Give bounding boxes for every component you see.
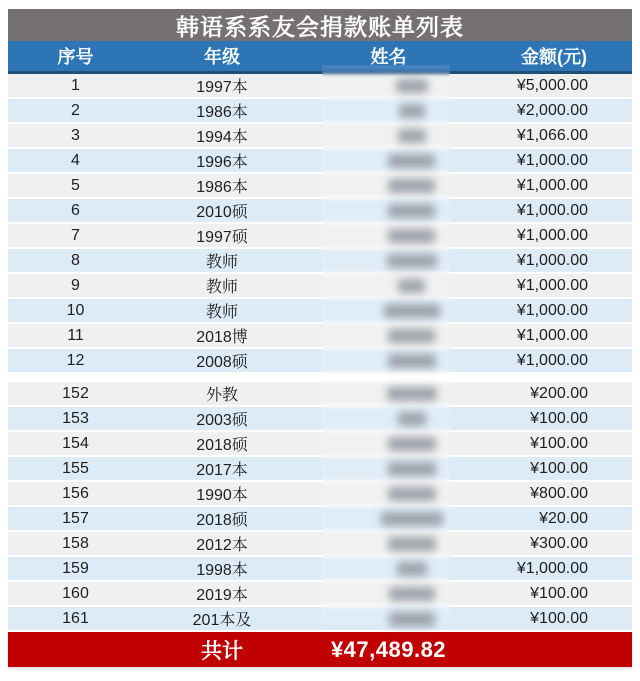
cell-amount: ¥20.00: [539, 509, 588, 527]
redacted-name-blur: [397, 562, 427, 576]
redacted-name-blur: [398, 412, 426, 426]
redacted-name-blur: [388, 354, 436, 368]
redacted-name-blur: [388, 154, 435, 168]
redacted-name-blur: [389, 612, 435, 626]
col-header-grade: 年级: [204, 47, 240, 67]
cell-name-redacted: [301, 99, 476, 122]
table-row: [8, 457, 632, 482]
cell-name-redacted: [301, 607, 476, 630]
cell-index: 10: [66, 301, 85, 319]
redacted-name-blur: [388, 179, 435, 193]
table-row: [8, 607, 632, 632]
cell-index: 5: [71, 176, 80, 194]
table-row: [8, 432, 632, 457]
cell-grade: 1996本: [196, 154, 248, 171]
cell-grade: 教师: [205, 254, 238, 271]
cell-name-redacted: [301, 382, 476, 405]
cell-index: 8: [71, 251, 80, 269]
table-row: [8, 224, 632, 249]
cell-grade: 1998本: [196, 562, 248, 579]
redacted-name-blur: [388, 229, 435, 243]
total-label: 共计: [201, 639, 243, 663]
donation-table: [8, 9, 632, 667]
cell-amount: ¥800.00: [530, 484, 588, 502]
cell-amount: ¥100.00: [530, 434, 588, 452]
cell-name-redacted: [301, 507, 476, 530]
cell-grade: 2017本: [196, 462, 248, 479]
table-row: [8, 532, 632, 557]
cell-amount: ¥1,000.00: [516, 326, 588, 344]
table-row: [8, 149, 632, 174]
cell-index: 12: [66, 351, 85, 369]
cell-grade: 2012本: [196, 537, 248, 554]
cell-grade: 教师: [205, 279, 238, 296]
cell-grade: 2018硕: [196, 437, 248, 454]
cell-grade: 1986本: [196, 104, 248, 121]
redacted-name-blur: [398, 279, 425, 293]
table-title: 韩语系系友会捐款账单列表: [8, 9, 632, 41]
cell-name-redacted: [301, 557, 476, 580]
total-amount: ¥47,489.82: [330, 636, 447, 662]
cell-name-redacted: [301, 74, 476, 97]
cell-grade: 外教: [205, 387, 238, 404]
cell-index: 157: [62, 509, 89, 527]
table-row: [8, 74, 632, 99]
cell-name-redacted: [301, 324, 476, 347]
table-row: [8, 582, 632, 607]
cell-name-redacted: [301, 582, 476, 605]
cell-index: 9: [71, 276, 80, 294]
cell-name-redacted: [301, 224, 476, 247]
table-row: [8, 249, 632, 274]
redacted-name-blur: [399, 104, 425, 118]
table-row: [8, 199, 632, 224]
cell-amount: ¥1,000.00: [516, 251, 588, 269]
cell-name-redacted: [301, 249, 476, 272]
cell-index: 4: [71, 151, 80, 169]
redacted-name-blur: [398, 129, 426, 143]
redacted-name-blur: [388, 487, 436, 501]
cell-grade: 201本及: [192, 612, 252, 629]
cell-index: 159: [62, 559, 89, 577]
table-row: [8, 349, 632, 374]
table-row: [8, 407, 632, 432]
cell-index: 154: [62, 434, 89, 452]
cell-amount: ¥2,000.00: [516, 101, 588, 119]
cell-grade: 2019本: [196, 587, 248, 604]
table-section-top: [8, 74, 632, 374]
cell-index: 160: [62, 584, 89, 602]
cell-name-redacted: [301, 482, 476, 505]
cell-name-redacted: [301, 174, 476, 197]
redacted-name-blur: [388, 329, 435, 343]
col-header-name: 姓名: [370, 47, 407, 67]
col-header-amount: 金额(元): [521, 47, 587, 67]
cell-index: 158: [62, 534, 89, 552]
redacted-name-blur: [387, 254, 437, 268]
cell-name-redacted: [301, 457, 476, 480]
cell-index: 153: [62, 409, 89, 427]
table-row: [8, 174, 632, 199]
cell-name-redacted: [301, 149, 476, 172]
hidden-rows-gap: [8, 374, 632, 382]
cell-grade: 2010硕: [196, 204, 248, 221]
redacted-name-blur: [381, 512, 443, 526]
table-row: [8, 124, 632, 149]
cell-name-redacted: [301, 432, 476, 455]
cell-grade: 2008硕: [196, 354, 248, 371]
cell-amount: ¥1,000.00: [516, 301, 588, 319]
cell-grade: 1997硕: [196, 229, 248, 246]
cell-name-redacted: [301, 532, 476, 555]
cell-name-redacted: [301, 349, 476, 372]
cell-amount: ¥1,066.00: [516, 126, 588, 144]
col-header-index: 序号: [57, 47, 94, 67]
cell-amount: ¥200.00: [530, 384, 588, 402]
cell-index: 11: [67, 326, 84, 344]
cell-amount: ¥1,000.00: [516, 226, 588, 244]
table-row: [8, 99, 632, 124]
cell-index: 155: [62, 459, 89, 477]
redacted-name-blur: [388, 437, 436, 451]
table-row: [8, 507, 632, 532]
total-row: [8, 632, 632, 667]
cell-grade: 1990本: [196, 487, 248, 504]
table-section-bottom: [8, 382, 632, 632]
cell-grade: 2018硕: [196, 512, 248, 529]
cell-amount: ¥1,000.00: [516, 151, 588, 169]
cell-index: 2: [71, 101, 80, 119]
table-row: [8, 482, 632, 507]
redacted-name-blur: [396, 79, 428, 93]
cell-amount: ¥100.00: [530, 459, 588, 477]
table-row: [8, 557, 632, 582]
table-row: [8, 299, 632, 324]
redacted-name-blur: [388, 204, 435, 218]
cell-grade: 2003硕: [196, 412, 248, 429]
cell-amount: ¥1,000.00: [516, 276, 588, 294]
redacted-name-blur: [384, 304, 440, 318]
cell-index: 1: [71, 76, 80, 94]
cell-grade: 教师: [205, 304, 238, 321]
cell-amount: ¥100.00: [530, 584, 588, 602]
cell-index: 3: [71, 126, 80, 144]
cell-amount: ¥100.00: [530, 609, 588, 627]
cell-name-redacted: [301, 274, 476, 297]
cell-amount: ¥300.00: [530, 534, 588, 552]
table-row: [8, 324, 632, 349]
cell-index: 161: [62, 609, 89, 627]
redacted-name-blur: [388, 462, 436, 476]
cell-index: 156: [62, 484, 89, 502]
redacted-name-blur: [389, 587, 435, 601]
cell-index: 7: [71, 226, 80, 244]
cell-grade: 2018博: [196, 329, 248, 346]
cell-amount: ¥100.00: [530, 409, 588, 427]
cell-name-redacted: [301, 407, 476, 430]
cell-grade: 1986本: [196, 179, 248, 196]
redacted-name-blur: [388, 537, 436, 551]
cell-index: 6: [71, 201, 80, 219]
cell-amount: ¥1,000.00: [516, 559, 588, 577]
cell-amount: ¥1,000.00: [516, 351, 588, 369]
cell-name-redacted: [301, 124, 476, 147]
cell-name-redacted: [301, 199, 476, 222]
cell-grade: 1997本: [196, 79, 248, 96]
table-row: [8, 382, 632, 407]
redacted-name-blur: [387, 387, 437, 401]
cell-amount: ¥1,000.00: [516, 201, 588, 219]
cell-index: 152: [62, 384, 89, 402]
cell-amount: ¥1,000.00: [516, 176, 588, 194]
cell-amount: ¥5,000.00: [516, 76, 588, 94]
table-header-row: [8, 41, 632, 74]
cell-name-redacted: [301, 299, 476, 322]
table-row: [8, 274, 632, 299]
cell-grade: 1994本: [196, 129, 248, 146]
